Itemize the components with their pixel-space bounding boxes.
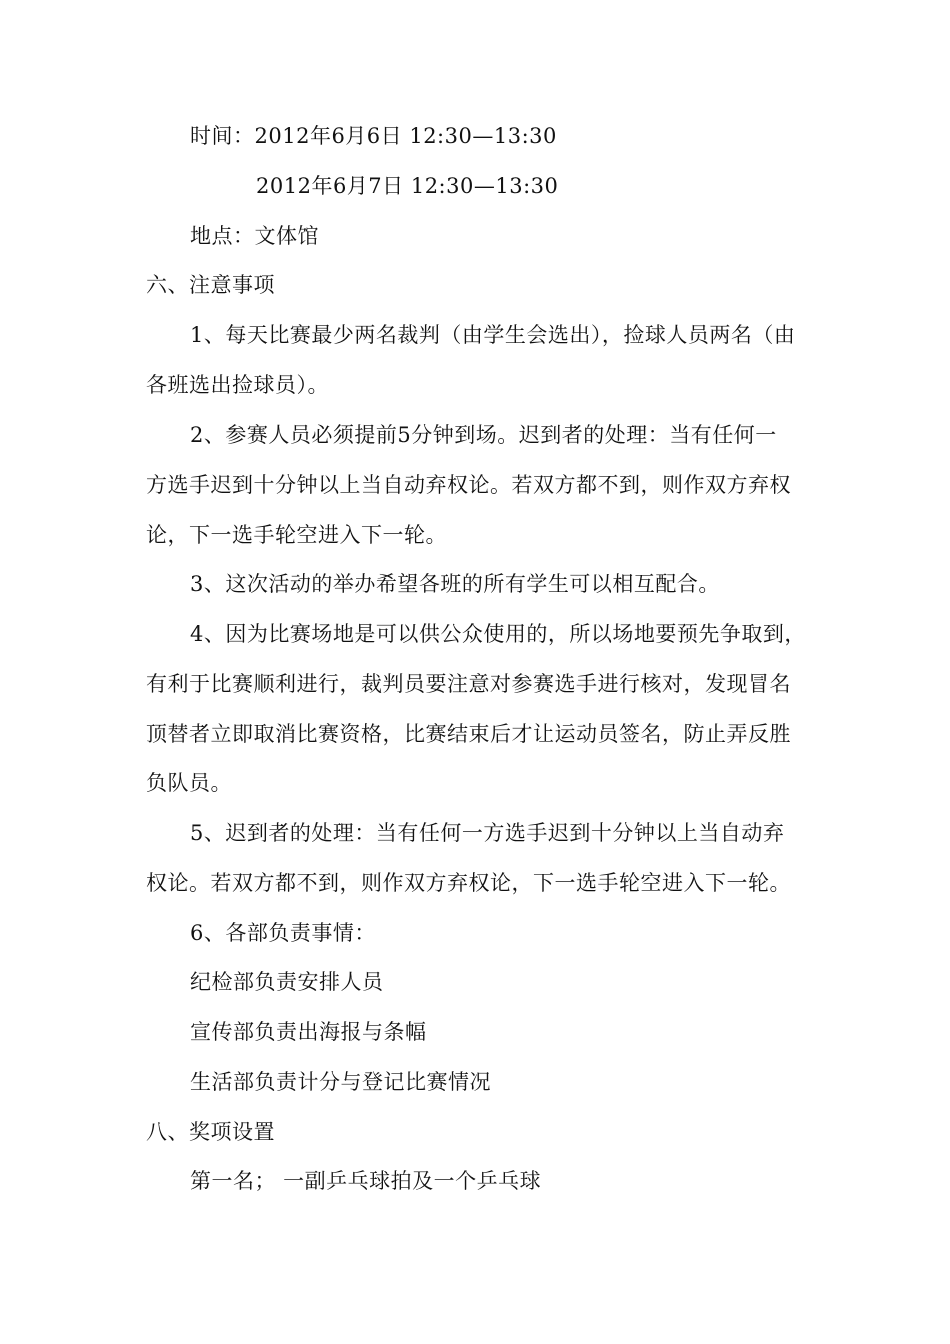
duty-publicity-line: 宣传部负责出海报与条幅 xyxy=(190,1020,427,1044)
note-2-line-3: 论，下一选手轮空进入下一轮。 xyxy=(146,523,447,547)
note-4-line-1: 4、因为比赛场地是可以供公众使用的，所以场地要预先争取到， xyxy=(190,622,806,646)
section-heading-awards: 八、奖项设置 xyxy=(146,1120,275,1144)
note-6-line-1: 6、各部负责事情： xyxy=(190,921,376,945)
note-4-line-4: 负队员。 xyxy=(146,771,232,795)
award-first-place-line: 第一名； 一副乒乓球拍及一个乒乓球 xyxy=(190,1169,542,1193)
note-2-line-1: 2、参赛人员必须提前5分钟到场。迟到者的处理：当有任何一 xyxy=(190,423,777,447)
note-1-line-2: 各班选出捡球员）。 xyxy=(146,373,329,397)
duty-discipline-line: 纪检部负责安排人员 xyxy=(190,970,384,994)
duty-life-line: 生活部负责计分与登记比赛情况 xyxy=(190,1070,491,1094)
schedule-time-line-1: 时间：2012年6月6日 12:30—13:30 xyxy=(190,124,557,148)
note-1-line-1: 1、每天比赛最少两名裁判（由学生会选出），捡球人员两名（由 xyxy=(190,323,796,347)
note-5-line-2: 权论。若双方都不到，则作双方弃权论，下一选手轮空进入下一轮。 xyxy=(146,871,791,895)
note-3-line-1: 3、这次活动的举办希望各班的所有学生可以相互配合。 xyxy=(190,572,720,596)
section-heading-notes: 六、注意事项 xyxy=(146,273,275,297)
location-line: 地点：文体馆 xyxy=(190,224,319,248)
note-2-line-2: 方选手迟到十分钟以上当自动弃权论。若双方都不到，则作双方弃权 xyxy=(146,473,791,497)
note-5-line-1: 5、迟到者的处理：当有任何一方选手迟到十分钟以上当自动弃 xyxy=(190,821,785,845)
note-4-line-3: 顶替者立即取消比赛资格，比赛结束后才让运动员签名，防止弄反胜 xyxy=(146,722,791,746)
note-4-line-2: 有利于比赛顺利进行，裁判员要注意对参赛选手进行核对，发现冒名 xyxy=(146,672,791,696)
schedule-time-line-2: 2012年6月7日 12:30—13:30 xyxy=(256,174,559,198)
